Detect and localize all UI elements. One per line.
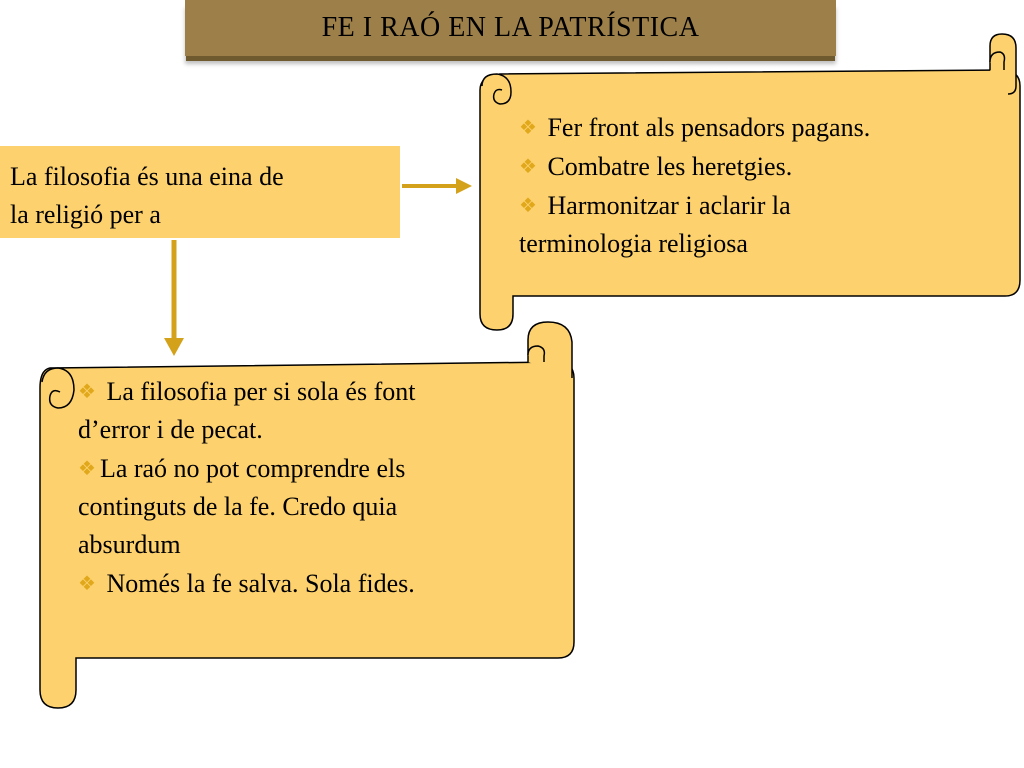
list-item: ❖ Combatre les heretgies. — [519, 152, 793, 181]
list-item: ❖ Harmonitzar i aclarir la — [519, 191, 791, 220]
right-scroll-content — [519, 108, 1009, 263]
list-item: ❖ La filosofia per si sola és font — [78, 377, 416, 406]
arrow-right — [402, 178, 472, 194]
source-statement-box — [0, 146, 400, 238]
list-item-continuation: continguts de la fe. Credo quia — [78, 492, 398, 521]
list-item-continuation: absurdum — [78, 530, 181, 559]
list-item-continuation: d’error i de pecat. — [78, 415, 263, 444]
diamond-bullet-icon: ❖ — [519, 193, 537, 217]
arrow-down — [164, 240, 184, 356]
list-item: ❖ La raó no pot comprendre els — [78, 454, 406, 483]
list-item: ❖ Fer front als pensadors pagans. — [519, 113, 871, 142]
page-title: FE I RAÓ EN LA PATRÍSTICA — [185, 0, 836, 56]
list-item: ❖ Només la fe salva. Sola fides. — [78, 569, 415, 598]
diamond-bullet-icon: ❖ — [78, 379, 96, 403]
list-item-continuation: terminologia religiosa — [519, 229, 748, 258]
diamond-bullet-icon: ❖ — [519, 154, 537, 178]
diamond-bullet-icon: ❖ — [78, 571, 96, 595]
source-line-2: la religió per a — [10, 200, 161, 229]
diamond-bullet-icon: ❖ — [78, 456, 96, 480]
source-line-1: La filosofia és una eina de — [10, 162, 284, 191]
diamond-bullet-icon: ❖ — [519, 115, 537, 139]
bottom-scroll-content — [78, 372, 558, 603]
